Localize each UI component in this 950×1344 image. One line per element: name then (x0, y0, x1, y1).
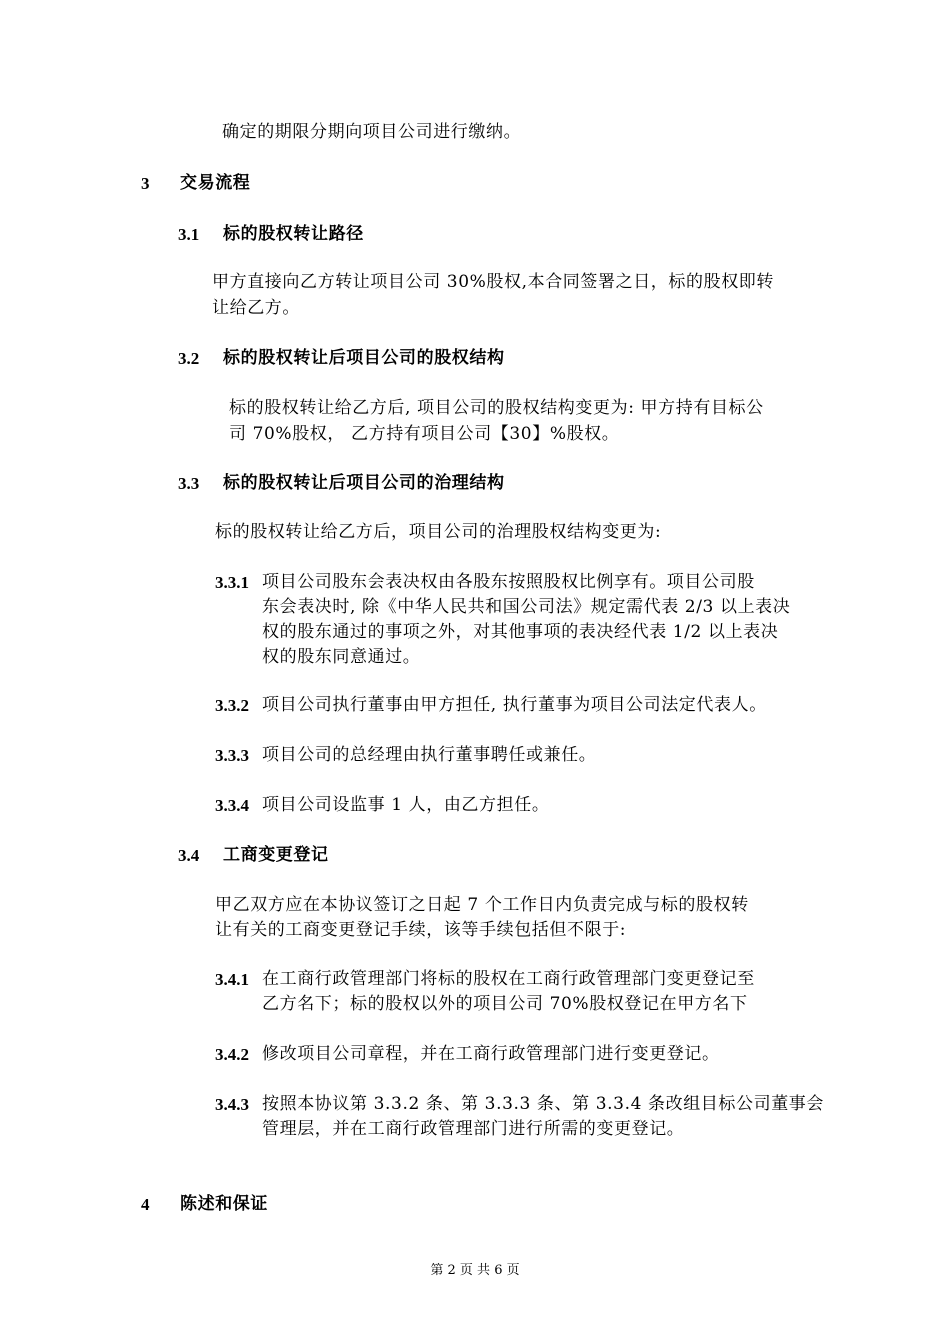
clause-3-4-3-line-1: 按照本协议第 3.3.2 条、第 3.3.3 条、第 3.3.4 条改组目标公司董事会 (262, 1094, 824, 1114)
clause-3-4-1-number: 3.4.1 (215, 970, 249, 989)
footer-total-pages: 6 (494, 1263, 503, 1278)
clause-3-3-4-number: 3.3.4 (215, 796, 249, 815)
clause-3-3-4-line-1: 项目公司设监事 1 人，由乙方担任。 (262, 795, 550, 815)
clause-3-4-1-line-1: 在工商行政管理部门将标的股权在工商行政管理部门变更登记至 (262, 969, 755, 989)
clause-3-3-1-line-3: 权的股东通过的事项之外，对其他事项的表决经代表 1/2 以上表决 (262, 622, 779, 642)
footer-page-number: 2 (447, 1263, 456, 1278)
clause-3-4-3-line-2: 管理层，并在工商行政管理部门进行所需的变更登记。 (262, 1119, 685, 1139)
clause-3-4-3-number: 3.4.3 (215, 1095, 249, 1114)
section-3-4-intro-line-2: 让有关的工商变更登记手续，该等手续包括但不限于: (215, 920, 627, 940)
footer-prefix: 第 (430, 1263, 444, 1278)
clause-3-4-2-number: 3.4.2 (215, 1045, 249, 1064)
section-3-2-line-1: 标的股权转让给乙方后, 项目公司的股权结构变更为: 甲方持有目标公 (229, 398, 764, 418)
section-3-1-line-1: 甲方直接向乙方转让项目公司 30%股权,本合同签署之日，标的股权即转 (212, 272, 774, 292)
clause-3-4-1-line-2: 乙方名下；标的股权以外的项目公司 70%股权登记在甲方名下 (262, 994, 748, 1014)
section-3-4-title: 工商变更登记 (223, 845, 329, 865)
clause-3-3-1-line-1: 项目公司股东会表决权由各股东按照股权比例享有。项目公司股 (262, 572, 755, 592)
section-3-2-number: 3.2 (178, 349, 200, 368)
section-4-title: 陈述和保证 (180, 1194, 268, 1214)
section-3-title: 交易流程 (180, 173, 251, 193)
clause-3-4-2-line-1: 修改项目公司章程，并在工商行政管理部门进行变更登记。 (262, 1044, 720, 1064)
clause-3-3-1-line-2: 东会表决时, 除《中华人民共和国公司法》规定需代表 2/3 以上表决 (262, 597, 791, 617)
footer-middle: 页 共 (459, 1263, 491, 1278)
section-3-4-number: 3.4 (178, 846, 200, 865)
section-3-1-line-2: 让给乙方。 (212, 298, 300, 318)
section-3-3-number: 3.3 (178, 474, 200, 493)
section-4-number: 4 (141, 1195, 150, 1214)
section-3-3-title: 标的股权转让后项目公司的治理结构 (223, 473, 505, 493)
clause-3-3-1-line-4: 权的股东同意通过。 (262, 647, 421, 667)
section-3-2-line-2: 司 70%股权， 乙方持有项目公司【30】%股权。 (229, 424, 620, 444)
clause-3-3-2-number: 3.3.2 (215, 696, 249, 715)
section-3-3-intro: 标的股权转让给乙方后，项目公司的治理股权结构变更为: (215, 522, 662, 542)
section-3-2-title: 标的股权转让后项目公司的股权结构 (223, 348, 505, 368)
page-footer (0, 1262, 950, 1280)
clause-3-3-1-number: 3.3.1 (215, 573, 249, 592)
clause-3-3-3-number: 3.3.3 (215, 746, 249, 765)
section-3-4-intro-line-1: 甲乙双方应在本协议签订之日起 7 个工作日内负责完成与标的股权转 (215, 895, 749, 915)
clause-3-3-3-line-1: 项目公司的总经理由执行董事聘任或兼任。 (262, 745, 597, 765)
section-3-1-number: 3.1 (178, 225, 200, 244)
continued-text: 确定的期限分期向项目公司进行缴纳。 (222, 122, 522, 142)
section-3-1-title: 标的股权转让路径 (223, 224, 364, 244)
footer-suffix: 页 (506, 1263, 520, 1278)
section-3-number: 3 (141, 174, 150, 193)
clause-3-3-2-line-1: 项目公司执行董事由甲方担任, 执行董事为项目公司法定代表人。 (262, 695, 767, 715)
